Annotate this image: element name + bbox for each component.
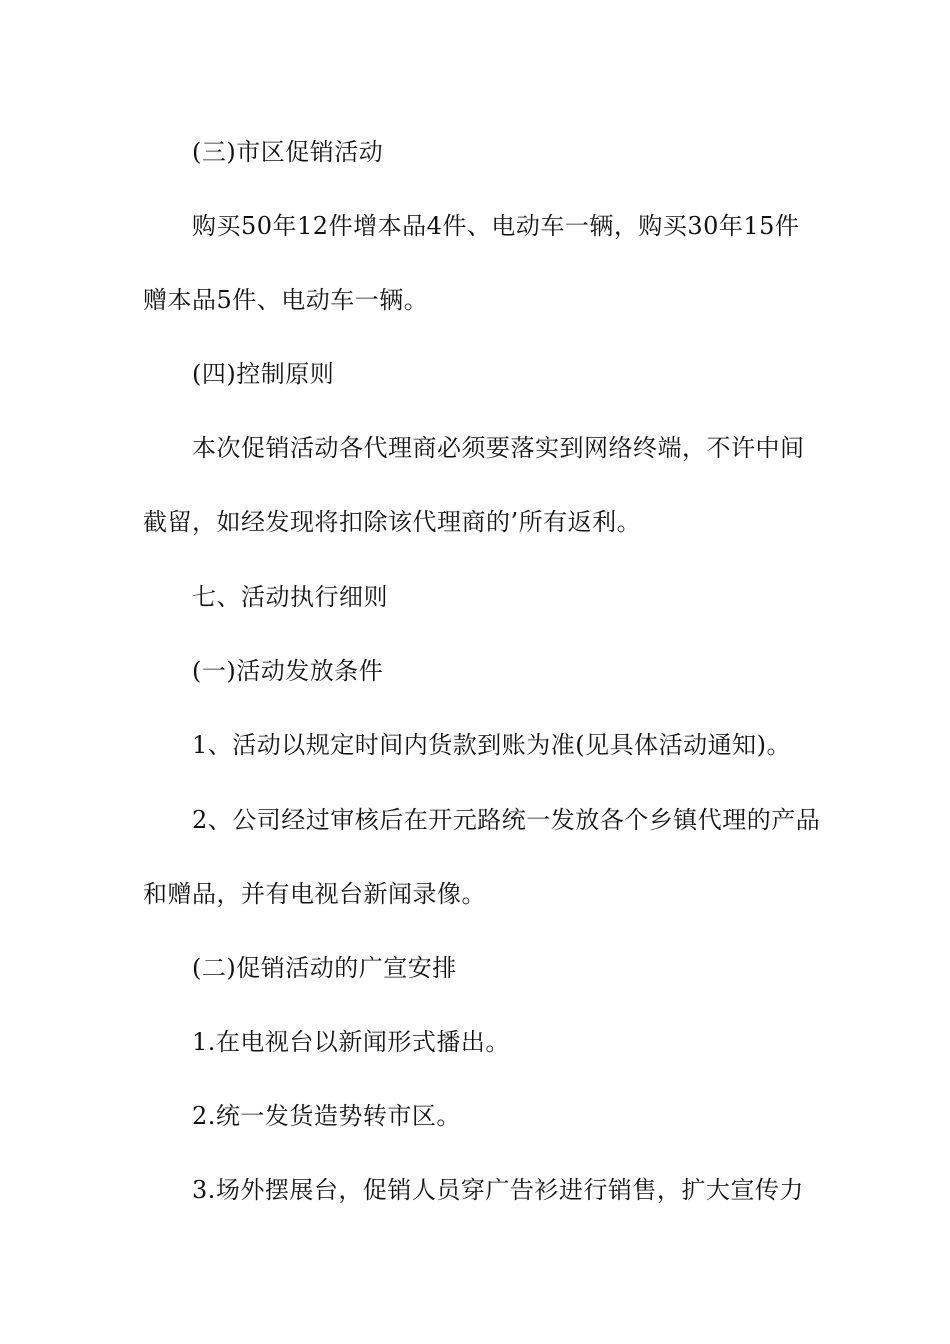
paragraph-line: 购买50年12件增本品4件、电动车一辆，购买30年15件	[192, 212, 800, 240]
subsection-heading-advertising: (二)促销活动的广宣安排	[192, 954, 457, 982]
paragraph-line: 赠本品5件、电动车一辆。	[143, 286, 429, 314]
paragraph-line: 和赠品，并有电视台新闻录像。	[143, 880, 486, 908]
list-item: 2、公司经过审核后在开元路统一发放各个乡镇代理的产品	[192, 806, 821, 834]
list-item: 2.统一发货造势转市区。	[192, 1102, 461, 1130]
section-heading-control-principle: (四)控制原则	[192, 360, 335, 388]
subsection-heading-conditions: (一)活动发放条件	[192, 657, 384, 685]
section-heading-city-promotion: (三)市区促销活动	[192, 138, 384, 166]
section-heading-execution-details: 七、活动执行细则	[192, 583, 388, 611]
paragraph-line: 截留，如经发现将扣除该代理商的’所有返利。	[143, 508, 642, 536]
list-item: 3.场外摆展台，促销人员穿广告衫进行销售，扩大宣传力	[192, 1176, 804, 1204]
list-item: 1、活动以规定时间内货款到账为准(见具体活动通知)。	[192, 731, 791, 759]
paragraph-line: 本次促销活动各代理商必须要落实到网络终端，不许中间	[192, 434, 805, 462]
list-item: 1.在电视台以新闻形式播出。	[192, 1028, 510, 1056]
